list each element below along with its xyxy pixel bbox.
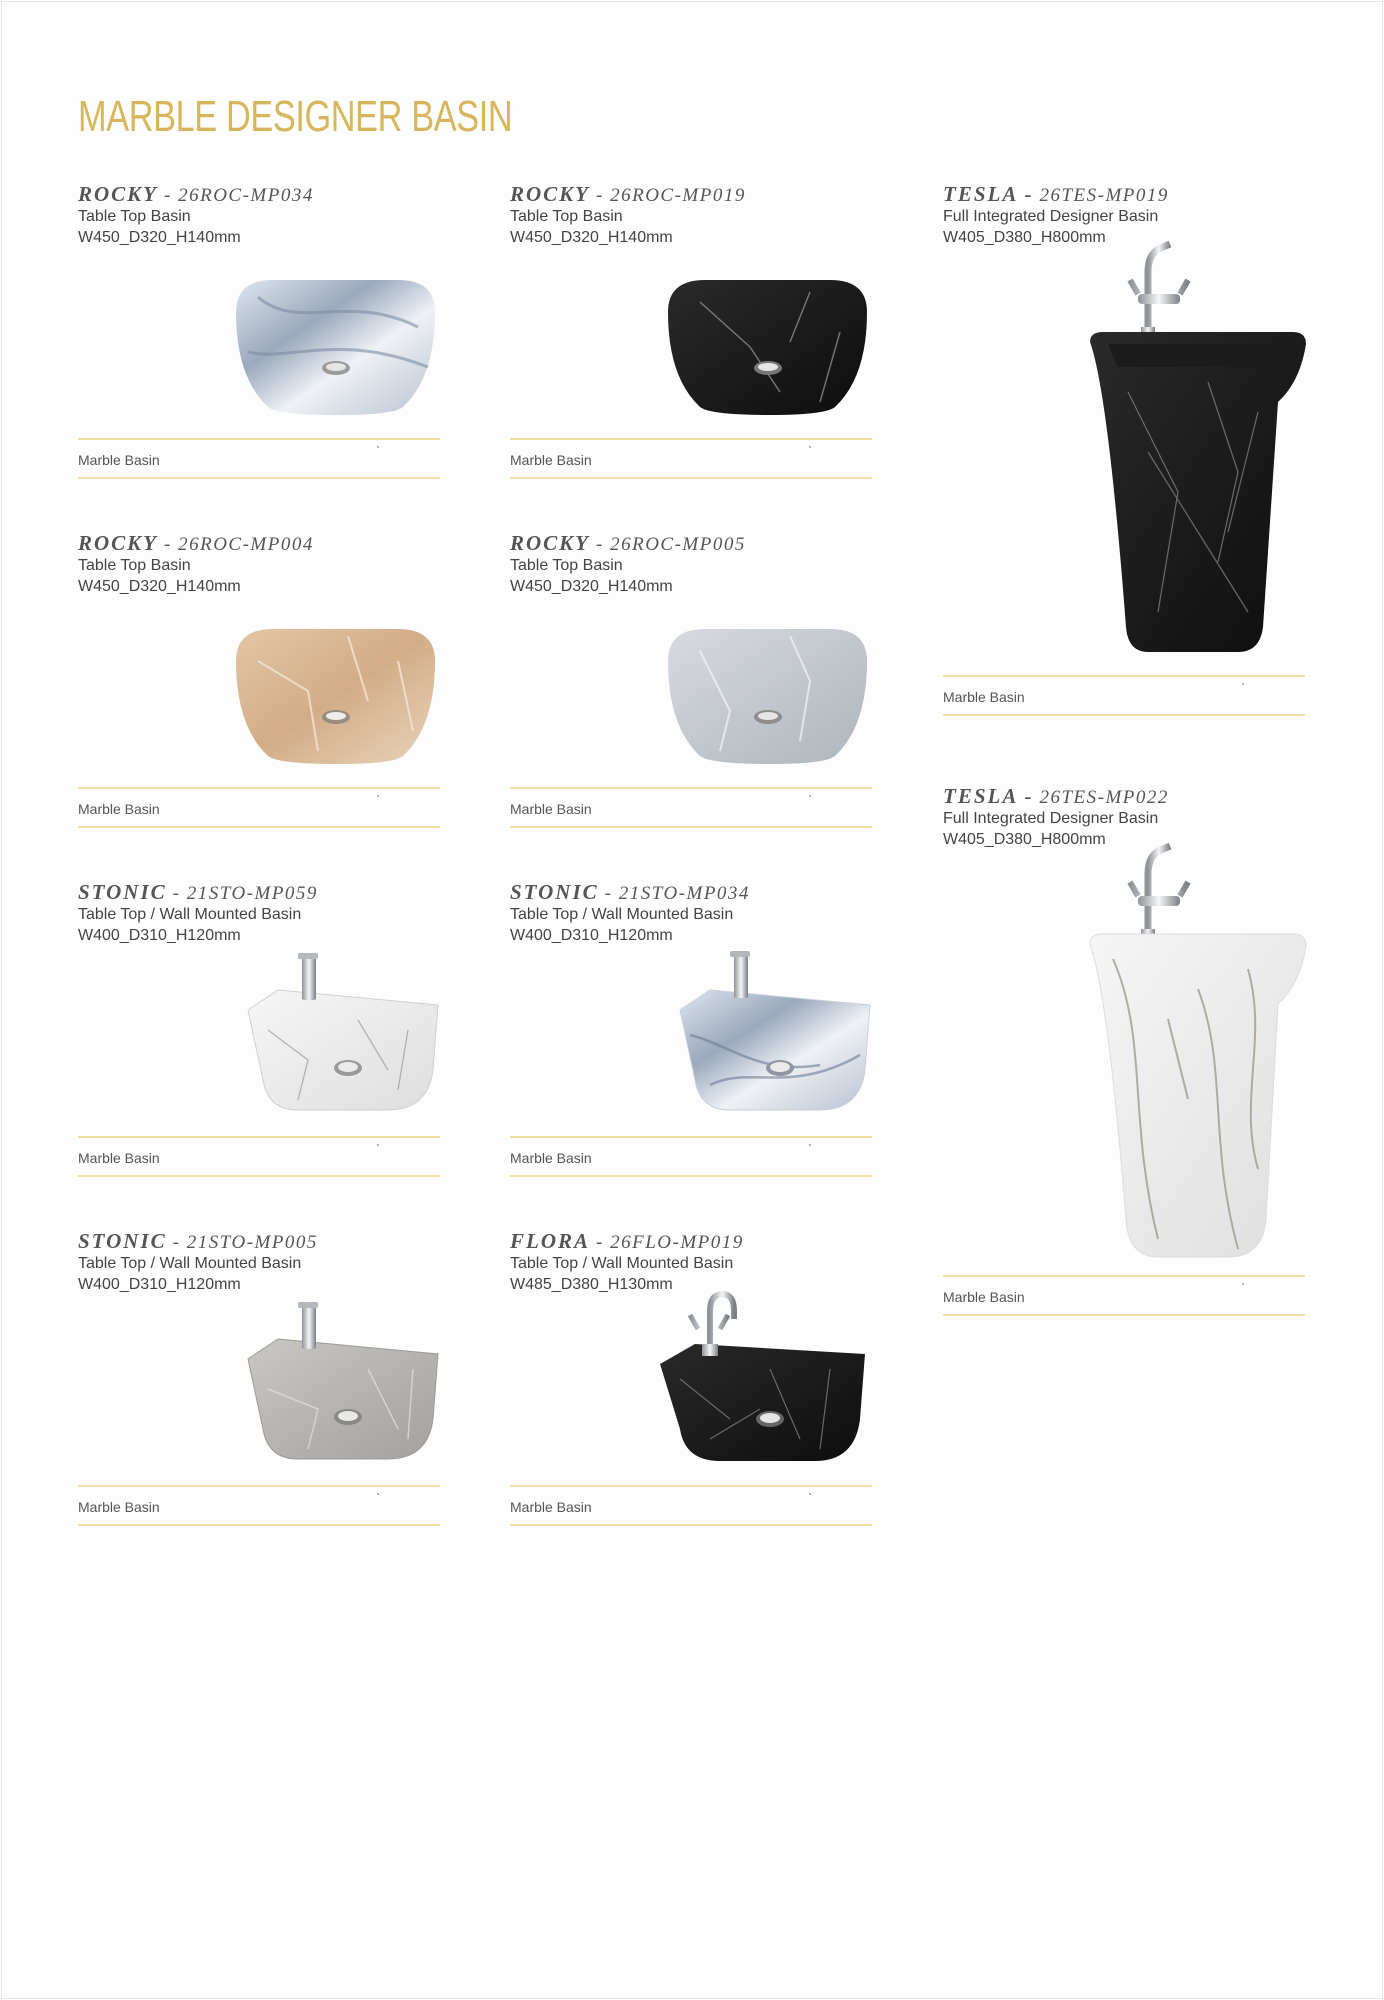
product-mark: ` [376,793,380,807]
product-code: - 26ROC-MP004 [164,534,314,555]
product-type: Table Top Basin [510,208,623,225]
product-label: Marble Basin [943,689,1025,705]
divider [943,1314,1305,1316]
divider [78,1175,440,1177]
divider [510,438,872,440]
divider [510,1524,872,1526]
pedestal-basin-image [1088,839,1308,1269]
product-mark: ` [1241,1281,1245,1295]
product-type: Full Integrated Designer Basin [943,208,1159,225]
product-code: 26TES-MP019 [1039,185,1169,206]
product-code: - 26ROC-MP034 [164,185,314,206]
basin-image [650,1289,875,1469]
product-dimensions: W400_D310_H120mm [78,927,241,944]
product-mark: ` [808,1142,812,1156]
basin-image [238,1299,443,1469]
divider [510,1175,872,1177]
product-dimensions: W450_D320_H140mm [510,578,673,595]
divider [78,787,440,789]
product-heading [943,784,1169,809]
product-code: - 21STO-MP034 [604,883,750,904]
divider [943,675,1305,677]
basin-image [670,945,875,1120]
product-type: Table Top / Wall Mounted Basin [78,906,302,923]
product-series: TESLA - [943,784,1034,808]
product-heading [78,182,314,207]
product-series: ROCKY [510,531,591,555]
product-dimensions: W400_D310_H120mm [78,1276,241,1293]
product-type: Table Top / Wall Mounted Basin [510,1255,734,1272]
product-series: ROCKY [78,182,159,206]
divider [78,826,440,828]
divider [78,477,440,479]
product-label: Marble Basin [78,452,160,468]
product-code: 26TES-MP022 [1039,787,1169,808]
divider [78,1485,440,1487]
basin-image [660,272,875,422]
product-label: Marble Basin [510,1499,592,1515]
product-series: STONIC [510,880,599,904]
product-code: - 21STO-MP005 [172,1232,318,1253]
pedestal-basin-image [1088,232,1308,662]
product-heading [943,182,1169,207]
product-label: Marble Basin [510,1150,592,1166]
product-mark: ` [808,1491,812,1505]
basin-image [228,621,443,771]
divider [510,477,872,479]
product-mark: ` [376,444,380,458]
product-code: - 26ROC-MP019 [596,185,746,206]
product-heading [510,531,746,556]
page-title: MARBLE DESIGNER BASIN [78,92,513,141]
product-mark: ` [808,793,812,807]
product-label: Marble Basin [943,1289,1025,1305]
product-series: STONIC [78,1229,167,1253]
product-series: FLORA [510,1229,591,1253]
product-code: - 21STO-MP059 [172,883,318,904]
divider [943,1275,1305,1277]
product-label: Marble Basin [78,1150,160,1166]
product-series: STONIC [78,880,167,904]
divider [510,826,872,828]
product-dimensions: W450_D320_H140mm [78,229,241,246]
basin-image [660,621,875,771]
product-type: Table Top Basin [78,557,191,574]
product-series: ROCKY [510,182,591,206]
product-type: Table Top Basin [78,208,191,225]
product-type: Full Integrated Designer Basin [943,810,1159,827]
product-label: Marble Basin [510,452,592,468]
product-label: Marble Basin [510,801,592,817]
product-heading [510,182,746,207]
product-series: TESLA - [943,182,1034,206]
product-heading [78,880,318,905]
basin-image [238,950,443,1120]
product-type: Table Top Basin [510,557,623,574]
product-code: - 26ROC-MP005 [596,534,746,555]
product-dimensions: W400_D310_H120mm [510,927,673,944]
product-mark: ` [376,1491,380,1505]
product-label: Marble Basin [78,1499,160,1515]
product-mark: ` [376,1142,380,1156]
product-series: ROCKY [78,531,159,555]
product-type: Table Top / Wall Mounted Basin [510,906,734,923]
divider [78,1136,440,1138]
product-dimensions: W405_D380_H800mm [943,229,1106,246]
divider [510,787,872,789]
divider [943,714,1305,716]
divider [510,1136,872,1138]
divider [78,1524,440,1526]
product-heading [78,1229,318,1254]
product-heading [510,1229,744,1254]
product-heading [78,531,314,556]
product-mark: ` [808,444,812,458]
product-type: Table Top / Wall Mounted Basin [78,1255,302,1272]
product-dimensions: W405_D380_H800mm [943,831,1106,848]
divider [510,1485,872,1487]
product-dimensions: W450_D320_H140mm [78,578,241,595]
basin-image [228,272,443,422]
product-mark: ` [1241,681,1245,695]
product-heading [510,880,750,905]
divider [78,438,440,440]
product-code: - 26FLO-MP019 [596,1232,744,1253]
product-dimensions: W450_D320_H140mm [510,229,673,246]
product-dimensions: W485_D380_H130mm [510,1276,673,1293]
product-label: Marble Basin [78,801,160,817]
